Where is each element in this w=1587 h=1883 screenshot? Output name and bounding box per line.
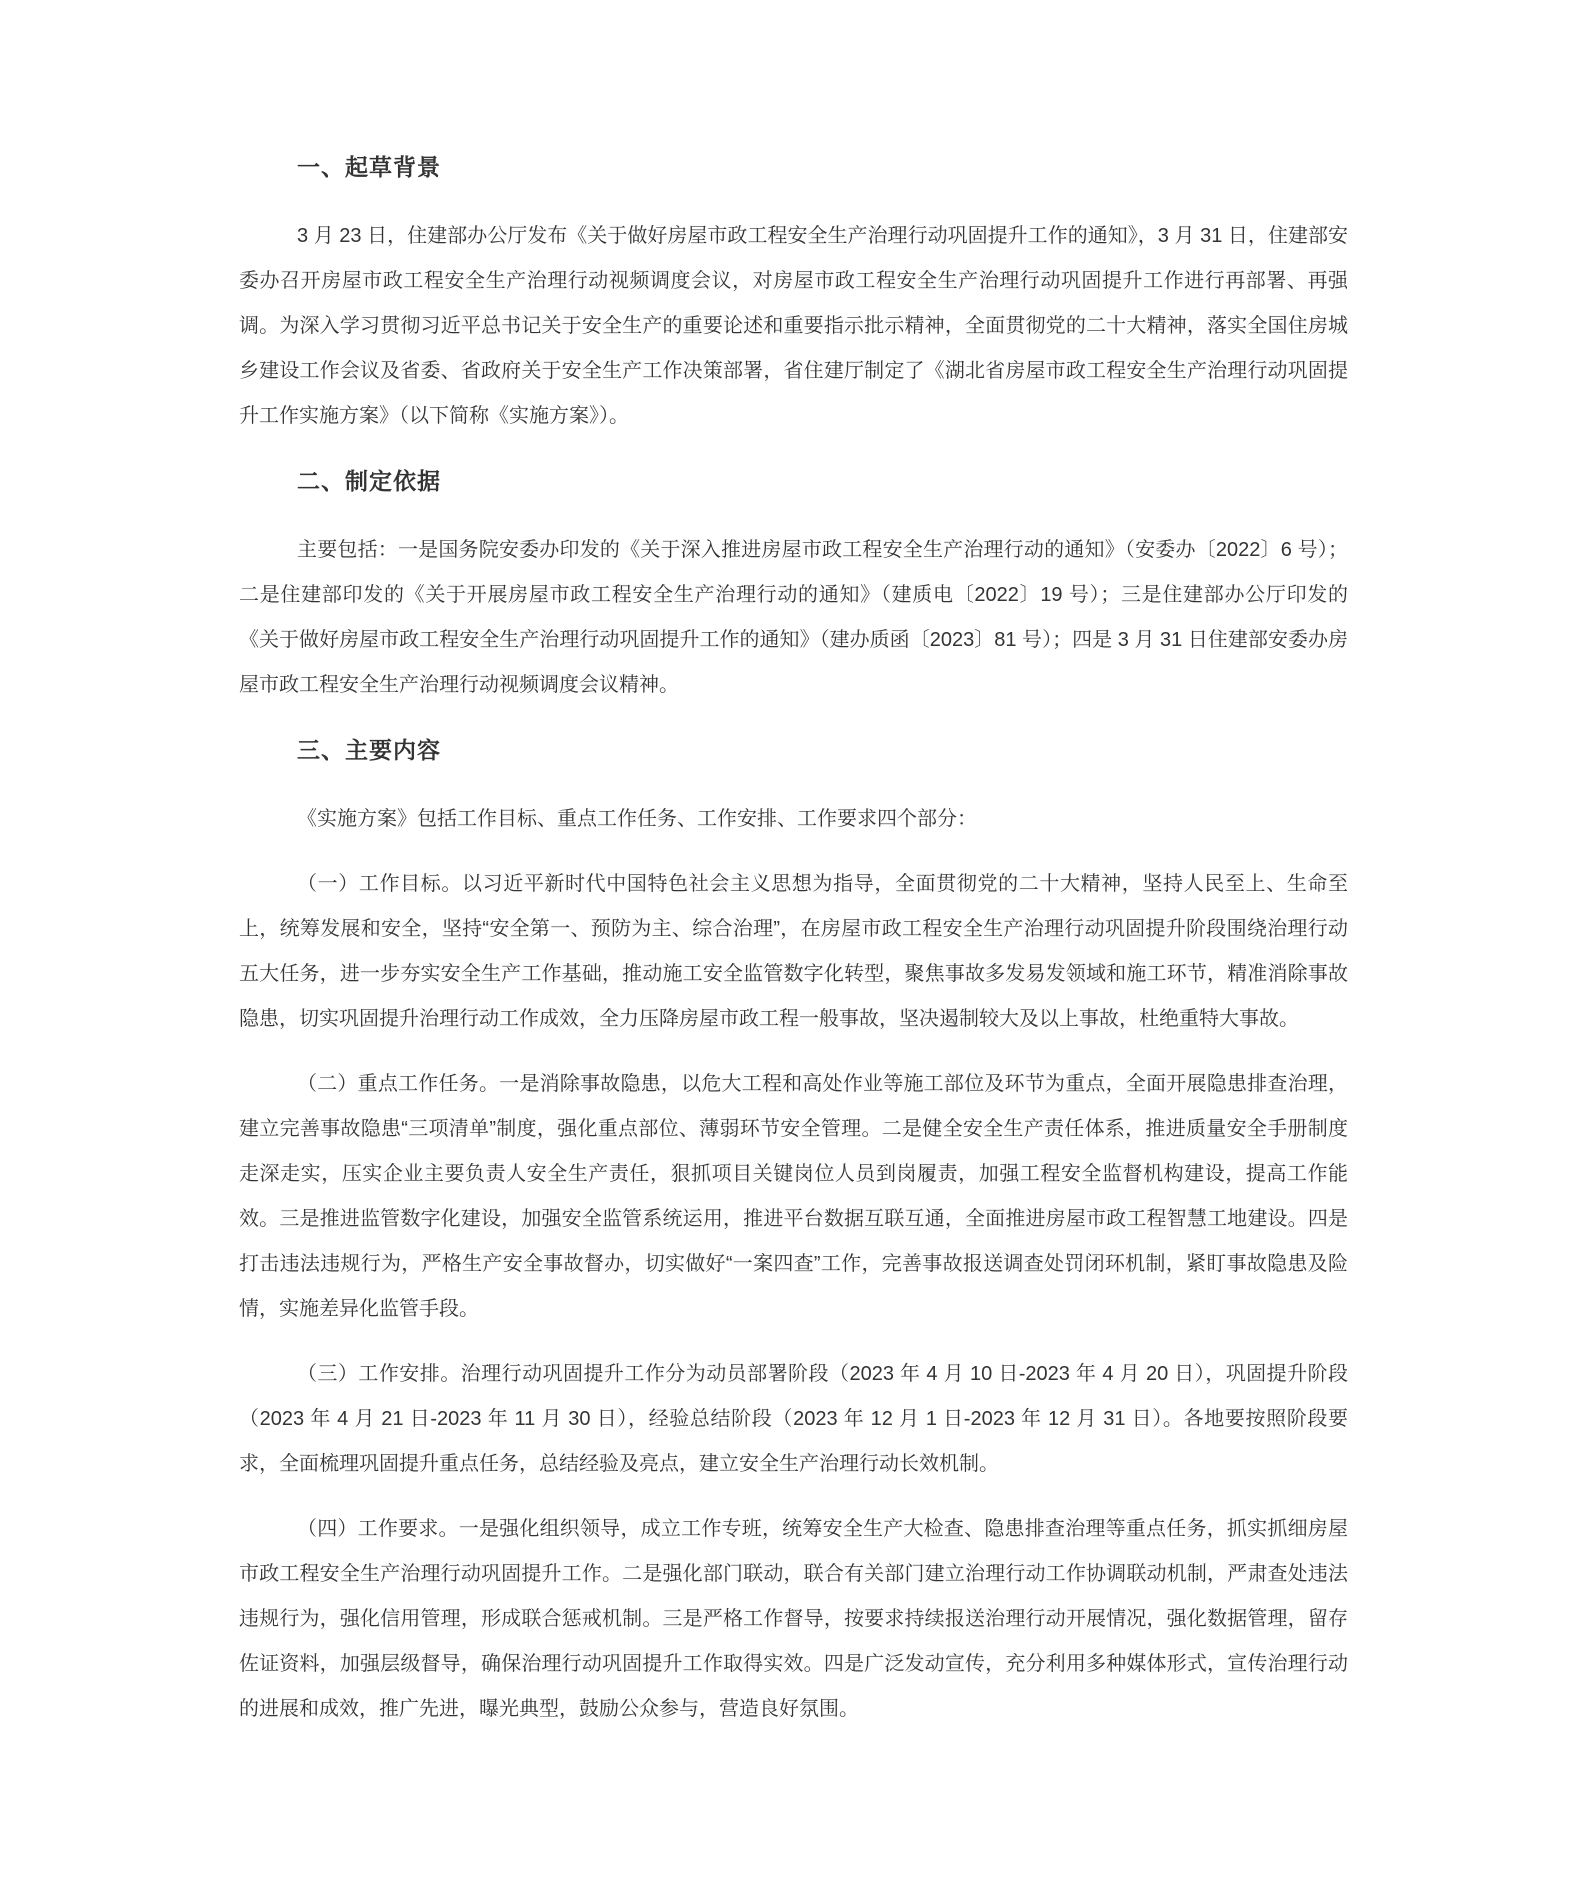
section-formulation-basis	[239, 459, 1348, 708]
section-1-heading: 一、起草背景	[297, 154, 441, 180]
section-3-paragraph-work-requirements: （四）工作要求。一是强化组织领导，成立工作专班，统筹安全生产大检查、隐患排查治理等重点任务，抓实抓细房屋市政工程安全生产治理行动巩固提升工作。二是强化部门联动，联合有关部门建立治理行动工作协调联动机制，严肃查处违法违规行为，强化信用管理，形成联合惩戒机制。三是严格工作督导，按要求持续报送治理行动开展情况，强化数据管理，留存佐证资料，加强层级督导，确保治理行动巩固提升工作取得实效。四是广泛发动宣传，充分利用多种媒体形式，宣传治理行动的进展和成效，推广先进，曝光典型，鼓励公众参与，营造良好氛围。	[239, 1518, 1348, 1720]
section-3-paragraph-intro: 《实施方案》包括工作目标、重点工作任务、工作安排、工作要求四个部分：	[297, 808, 977, 830]
section-3-heading: 三、主要内容	[297, 737, 441, 763]
section-1-paragraph-1: 3 月 23 日，住建部办公厅发布《关于做好房屋市政工程安全生产治理行动巩固提升工作的通知》，3 月 31 日，住建部安委办召开房屋市政工程安全生产治理行动视频调度会议，对房屋市政工程安全生产治理行动巩固提升工作进行再部署、再强调。为深入学习贯彻习近平总书记关于安全生产的重要论述和重要指示批示精神，全面贯彻党的二十大精神，落实全国住房城乡建设工作会议及省委、省政府关于安全生产工作决策部署，省住建厅制定了《湖北省房屋市政工程安全生产治理行动巩固提升工作实施方案》（以下简称《实施方案》）。	[239, 225, 1348, 427]
section-2-paragraph-1: 主要包括：一是国务院安委办印发的《关于深入推进房屋市政工程安全生产治理行动的通知》（安委办〔2022〕6 号）；二是住建部印发的《关于开展房屋市政工程安全生产治理行动的通知》（建质电〔2022〕19 号）；三是住建部办公厅印发的《关于做好房屋市政工程安全生产治理行动巩固提升工作的通知》（建办质函〔2023〕81 号）；四是 3 月 31 日住建部安委办房屋市政工程安全生产治理行动视频调度会议精神。	[239, 539, 1348, 696]
section-3-paragraph-work-goals: （一）工作目标。以习近平新时代中国特色社会主义思想为指导，全面贯彻党的二十大精神，坚持人民至上、生命至上，统筹发展和安全，坚持“安全第一、预防为主、综合治理”，在房屋市政工程安全生产治理行动巩固提升阶段围绕治理行动五大任务，进一步夯实安全生产工作基础，推动施工安全监管数字化转型，聚焦事故多发易发领域和施工环节，精准消除事故隐患，切实巩固提升治理行动工作成效，全力压降房屋市政工程一般事故，坚决遏制较大及以上事故，杜绝重特大事故。	[239, 873, 1348, 1030]
section-3-paragraph-key-tasks: （二）重点工作任务。一是消除事故隐患，以危大工程和高处作业等施工部位及环节为重点，全面开展隐患排查治理，建立完善事故隐患“三项清单”制度，强化重点部位、薄弱环节安全管理。二是健全安全生产责任体系，推进质量安全手册制度走深走实，压实企业主要负责人安全生产责任，狠抓项目关键岗位人员到岗履责，加强工程安全监督机构建设，提高工作能效。三是推进监管数字化建设，加强安全监管系统运用，推进平台数据互联互通，全面推进房屋市政工程智慧工地建设。四是打击违法违规行为，严格生产安全事故督办，切实做好“一案四查”工作，完善事故报送调查处罚闭环机制，紧盯事故隐患及险情，实施差异化监管手段。	[239, 1073, 1348, 1320]
section-3-paragraph-work-schedule: （三）工作安排。治理行动巩固提升工作分为动员部署阶段（2023 年 4 月 10 日-2023 年 4 月 20 日），巩固提升阶段（2023 年 4 月 21 日-2023 年 11 月 30 日），经验总结阶段（2023 年 12 月 1 日-2023 年 12 月 31 日）。各地要按照阶段要求，全面梳理巩固提升重点任务，总结经验及亮点，建立安全生产治理行动长效机制。	[239, 1363, 1348, 1475]
section-2-heading: 二、制定依据	[297, 468, 441, 494]
section-drafting-background	[239, 145, 1348, 439]
section-main-content	[239, 728, 1348, 1732]
